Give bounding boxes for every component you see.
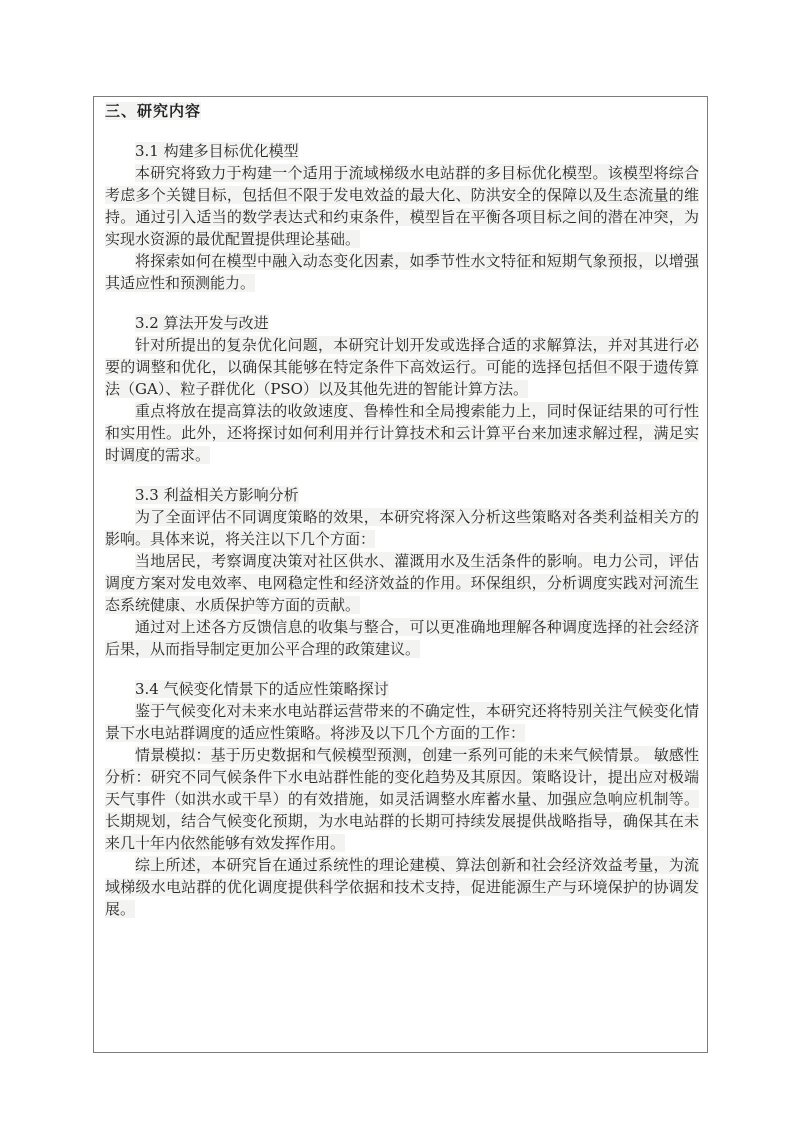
paragraph-text: 针对所提出的复杂优化问题，本研究计划开发或选择合适的求解算法，并对其进行必要的调整和优化，以确保其能够在特定条件下高效运行。可能的选择包括但不限于遗传算法（GA）、粒子群优化（PSO）以及其他先进的智能计算方法。 [105, 336, 699, 398]
section-3-3-title [105, 484, 699, 506]
paragraph [105, 550, 699, 616]
paragraph [105, 506, 699, 550]
paragraph-text: 情景模拟：基于历史数据和气候模型预测，创建一系列可能的未来气候情景。 敏感性分析：研究不同气候条件下水电站群性能的变化趋势及其原因。策略设计，提出应对极端天气事件（如洪水或干旱）的有效措施，如灵活调整水库蓄水量、加强应急响应机制等。长期规划，结合气候变化预期，为水电站群的长期可持续发展提供战略指导，确保其在未来几十年内依然能够有效发挥作用。 [105, 746, 699, 852]
paragraph-text: 通过对上述各方反馈信息的收集与整合，可以更准确地理解各种调度选择的社会经济后果，从而指导制定更加公平合理的政策建议。 [105, 618, 699, 658]
paragraph [105, 700, 699, 744]
section-3-2-title [105, 312, 699, 334]
section-3-3 [105, 484, 699, 660]
paragraph-text: 为了全面评估不同调度策略的效果，本研究将深入分析这些策略对各类利益相关方的影响。具体来说，将关注以下几个方面： [105, 508, 699, 548]
section-header-text: 三、研究内容 [105, 102, 202, 120]
research-content-table-cell [93, 96, 708, 1053]
paragraph-text: 本研究将致力于构建一个适用于流域梯级水电站群的多目标优化模型。该模型将综合考虑多个关键目标，包括但不限于发电效益的最大化、防洪安全的保障以及生态流量的维持。通过引入适当的数学表达式和约束条件，模型旨在平衡各项目标之间的潜在冲突，为实现水资源的最优配置提供理论基础。 [105, 164, 699, 248]
paragraph-text: 当地居民，考察调度决策对社区供水、灌溉用水及生活条件的影响。电力公司，评估调度方案对发电效率、电网稳定性和经济效益的作用。环保组织，分析调度实践对河流生态系统健康、水质保护等方面的贡献。 [105, 552, 699, 614]
paragraph [105, 162, 699, 250]
conclusion-text: 综上所述，本研究旨在通过系统性的理论建模、算法创新和社会经济效益考量，为流域梯级水电站群的优化调度提供科学依据和技术支持，促进能源生产与环境保护的协调发展。 [105, 856, 699, 918]
paragraph-text: 重点将放在提高算法的收敛速度、鲁棒性和全局搜索能力上，同时保证结果的可行性和实用性。此外，还将探讨如何利用并行计算技术和云计算平台来加速求解过程，满足实时调度的需求。 [105, 402, 699, 464]
section-title-text: 3.2 算法开发与改进 [135, 314, 269, 332]
paragraph [105, 250, 699, 294]
section-3-2 [105, 312, 699, 466]
conclusion-paragraph [105, 854, 699, 920]
section-title-text: 3.4 气候变化情景下的适应性策略探讨 [135, 680, 389, 698]
section-header [105, 100, 699, 122]
paragraph-text: 鉴于气候变化对未来水电站群运营带来的不确定性，本研究还将特别关注气候变化情景下水电站群调度的适应性策略。将涉及以下几个方面的工作： [105, 702, 699, 742]
paragraph-text: 将探索如何在模型中融入动态变化因素，如季节性水文特征和短期气象预报，以增强其适应性和预测能力。 [105, 252, 699, 292]
section-3-4 [105, 678, 699, 920]
paragraph [105, 616, 699, 660]
section-3-1-title [105, 140, 699, 162]
section-3-4-title [105, 678, 699, 700]
paragraph [105, 400, 699, 466]
section-3-1 [105, 140, 699, 294]
paragraph [105, 334, 699, 400]
section-title-text: 3.3 利益相关方影响分析 [135, 486, 299, 504]
paragraph [105, 744, 699, 854]
section-title-text: 3.1 构建多目标优化模型 [135, 142, 299, 160]
